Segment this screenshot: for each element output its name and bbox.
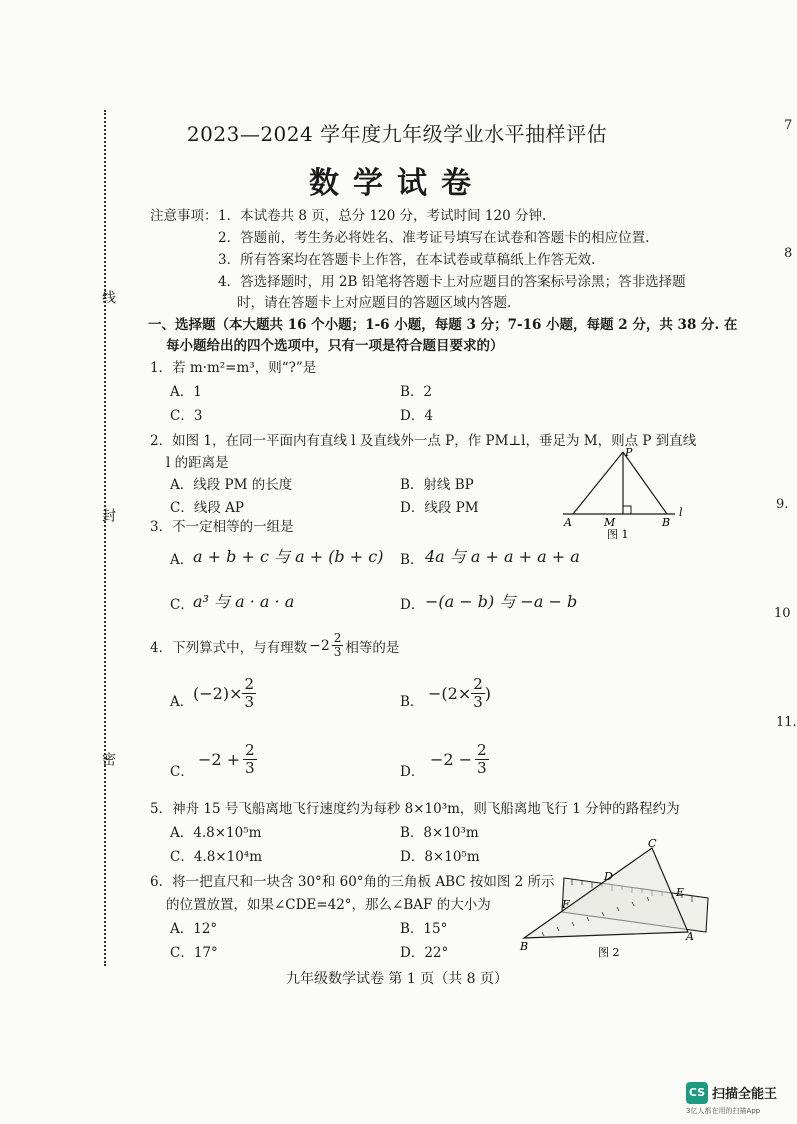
- option-label: D．: [400, 597, 425, 613]
- option-label: B．: [400, 552, 424, 568]
- fraction-numerator: 2: [244, 675, 255, 693]
- fraction: [242, 676, 256, 711]
- option: A．4.8×10⁵m: [170, 825, 262, 841]
- fraction-numerator: 2: [333, 631, 342, 645]
- exam-title: 2023—2024 学年度九年级学业水平抽样评估: [186, 122, 608, 146]
- fraction: [475, 742, 489, 777]
- point-label: B: [520, 940, 529, 953]
- notice-label: 注意事项：: [150, 208, 218, 224]
- notice-item: 1．本试卷共 8 页，总分 120 分，考试时间 120 分钟.: [218, 208, 547, 224]
- question-stem: 3．不一定相等的一组是: [150, 519, 294, 535]
- stem-fraction: [332, 632, 344, 659]
- option: −(a − b) 与 −a − b: [425, 592, 578, 611]
- section-heading: 一、选择题（本大题共 16 个小题；1-6 小题，每题 3 分；7-16 小题，每题 2 分，共 38 分. 在: [148, 317, 738, 333]
- expression-text: −2 −: [430, 750, 473, 769]
- binding-label-xian: 线: [100, 290, 116, 304]
- option: B．15°: [400, 921, 448, 937]
- edge-fragment: 8: [784, 246, 793, 261]
- option-d-expression: [430, 742, 489, 777]
- question-stem: 的位置放置，如果∠CDE=42°，那么∠BAF 的大小为: [166, 897, 491, 913]
- stem-number: −2: [309, 637, 330, 654]
- expression-text: −2 +: [198, 750, 241, 769]
- figure-2: [512, 836, 718, 964]
- notice-item: 3．所有答案均在答题卡上作答，在本试卷或草稿纸上作答无效.: [218, 252, 596, 268]
- fraction: [243, 742, 257, 777]
- option: A．1: [170, 384, 202, 400]
- point-label: F: [562, 898, 570, 911]
- figure-caption: 图 2: [598, 946, 620, 959]
- fraction-denominator: 3: [477, 759, 487, 777]
- question-stem: 1．若 m·m²=m³，则“?”是: [150, 360, 317, 376]
- stem-text: 相等的是: [345, 639, 400, 656]
- option-label: C．: [170, 764, 194, 780]
- option: D．22°: [400, 945, 449, 961]
- option: B．2: [400, 384, 433, 400]
- option: A．线段 PM 的长度: [170, 477, 293, 493]
- option-a-expression: [193, 676, 256, 711]
- option: D．4: [400, 408, 433, 424]
- expression-text: −(2×: [428, 684, 472, 703]
- question-stem: 2．如图 1，在同一平面内有直线 l 及直线外一点 P，作 PM⊥l，垂足为 M，则点 P 到直线: [150, 433, 697, 449]
- fraction-numerator: 2: [473, 675, 483, 693]
- binding-label-mi: 密: [100, 752, 116, 766]
- binding-dotted-line: [104, 110, 106, 966]
- edge-fragment: 10: [774, 606, 791, 621]
- expression-text: ): [484, 684, 492, 703]
- figure-1: [555, 444, 695, 544]
- point-label: P: [625, 446, 633, 459]
- option: B．射线 BP: [400, 477, 474, 493]
- point-label: E: [676, 886, 685, 899]
- segment-bp: [623, 452, 667, 514]
- edge-fragment: 11.: [776, 715, 797, 730]
- expression-text: (−2)×: [193, 684, 243, 703]
- option: 4a 与 a + a + a + a: [425, 547, 580, 566]
- fraction: [471, 676, 485, 711]
- option-c-expression: [198, 742, 257, 777]
- line-label: l: [679, 506, 683, 519]
- notice-item: 时，请在答题卡上对应题目的答题区域内答题.: [237, 295, 512, 311]
- stem-text: 4．下列算式中，与有理数: [150, 639, 308, 656]
- fraction-denominator: 3: [244, 693, 255, 711]
- option-label: A．: [170, 694, 194, 710]
- point-label: M: [604, 516, 616, 529]
- segment-ap: [573, 452, 623, 514]
- option: C．线段 AP: [170, 500, 244, 516]
- option: a + b + c 与 a + (b + c): [193, 547, 384, 566]
- point-label: B: [662, 516, 671, 529]
- scanner-name: 扫描全能王: [712, 1087, 778, 1102]
- right-angle-mark: [623, 506, 631, 514]
- exam-subtitle: 数学试卷: [309, 166, 485, 201]
- notice-item: 2．答题前，考生务必将姓名、准考证号填写在试卷和答题卡的相应位置.: [218, 230, 650, 246]
- option: a³ 与 a · a · a: [193, 592, 295, 611]
- section-heading: 每小题给出的四个选项中，只有一项是符合题目要求的）: [166, 338, 504, 354]
- option-label: C．: [170, 597, 194, 613]
- fraction-denominator: 3: [333, 645, 342, 659]
- point-label: A: [564, 516, 572, 529]
- fraction-denominator: 3: [245, 759, 255, 777]
- question-stem: 6．将一把直尺和一块含 30°和 60°角的三角板 ABC 按如图 2 所示: [150, 874, 555, 890]
- fraction-numerator: 2: [245, 741, 255, 759]
- binding-label-feng: 封: [100, 508, 116, 522]
- edge-fragment: 9.: [776, 497, 789, 512]
- option: C．17°: [170, 945, 218, 961]
- option-b-expression: [428, 676, 491, 711]
- question-stem: 5．神舟 15 号飞船离地飞行速度约为每秒 8×10³m，则飞船离地飞行 1 分钟的路程约为: [150, 801, 680, 817]
- notice-item: 4．答选择题时，用 2B 铅笔将答题卡上对应题目的答案标号涂黑；答非选择题: [218, 274, 686, 290]
- option: C．3: [170, 408, 203, 424]
- point-label: C: [648, 837, 657, 850]
- option: A．12°: [170, 921, 218, 937]
- option-label: B．: [400, 694, 424, 710]
- option: D．8×10⁵m: [400, 849, 480, 865]
- scanner-tagline: 3亿人都在用的扫描App: [686, 1107, 761, 1115]
- scanner-logo: CS: [686, 1082, 708, 1104]
- question-stem: [150, 632, 399, 659]
- option: C．4.8×10⁴m: [170, 849, 263, 865]
- option-label: D．: [400, 764, 425, 780]
- option: B．8×10³m: [400, 825, 479, 841]
- point-label: A: [686, 930, 694, 943]
- option: D．线段 PM: [400, 500, 479, 516]
- fraction-denominator: 3: [473, 693, 483, 711]
- fraction-numerator: 2: [477, 741, 487, 759]
- figure-caption: 图 1: [607, 528, 629, 541]
- triangle-abc: [524, 848, 688, 938]
- option-label: A．: [170, 552, 194, 568]
- point-label: D: [604, 870, 613, 883]
- edge-fragment: 7: [784, 118, 793, 133]
- question-stem: l 的距离是: [166, 455, 229, 471]
- page-footer: 九年级数学试卷 第 1 页（共 8 页）: [285, 971, 509, 987]
